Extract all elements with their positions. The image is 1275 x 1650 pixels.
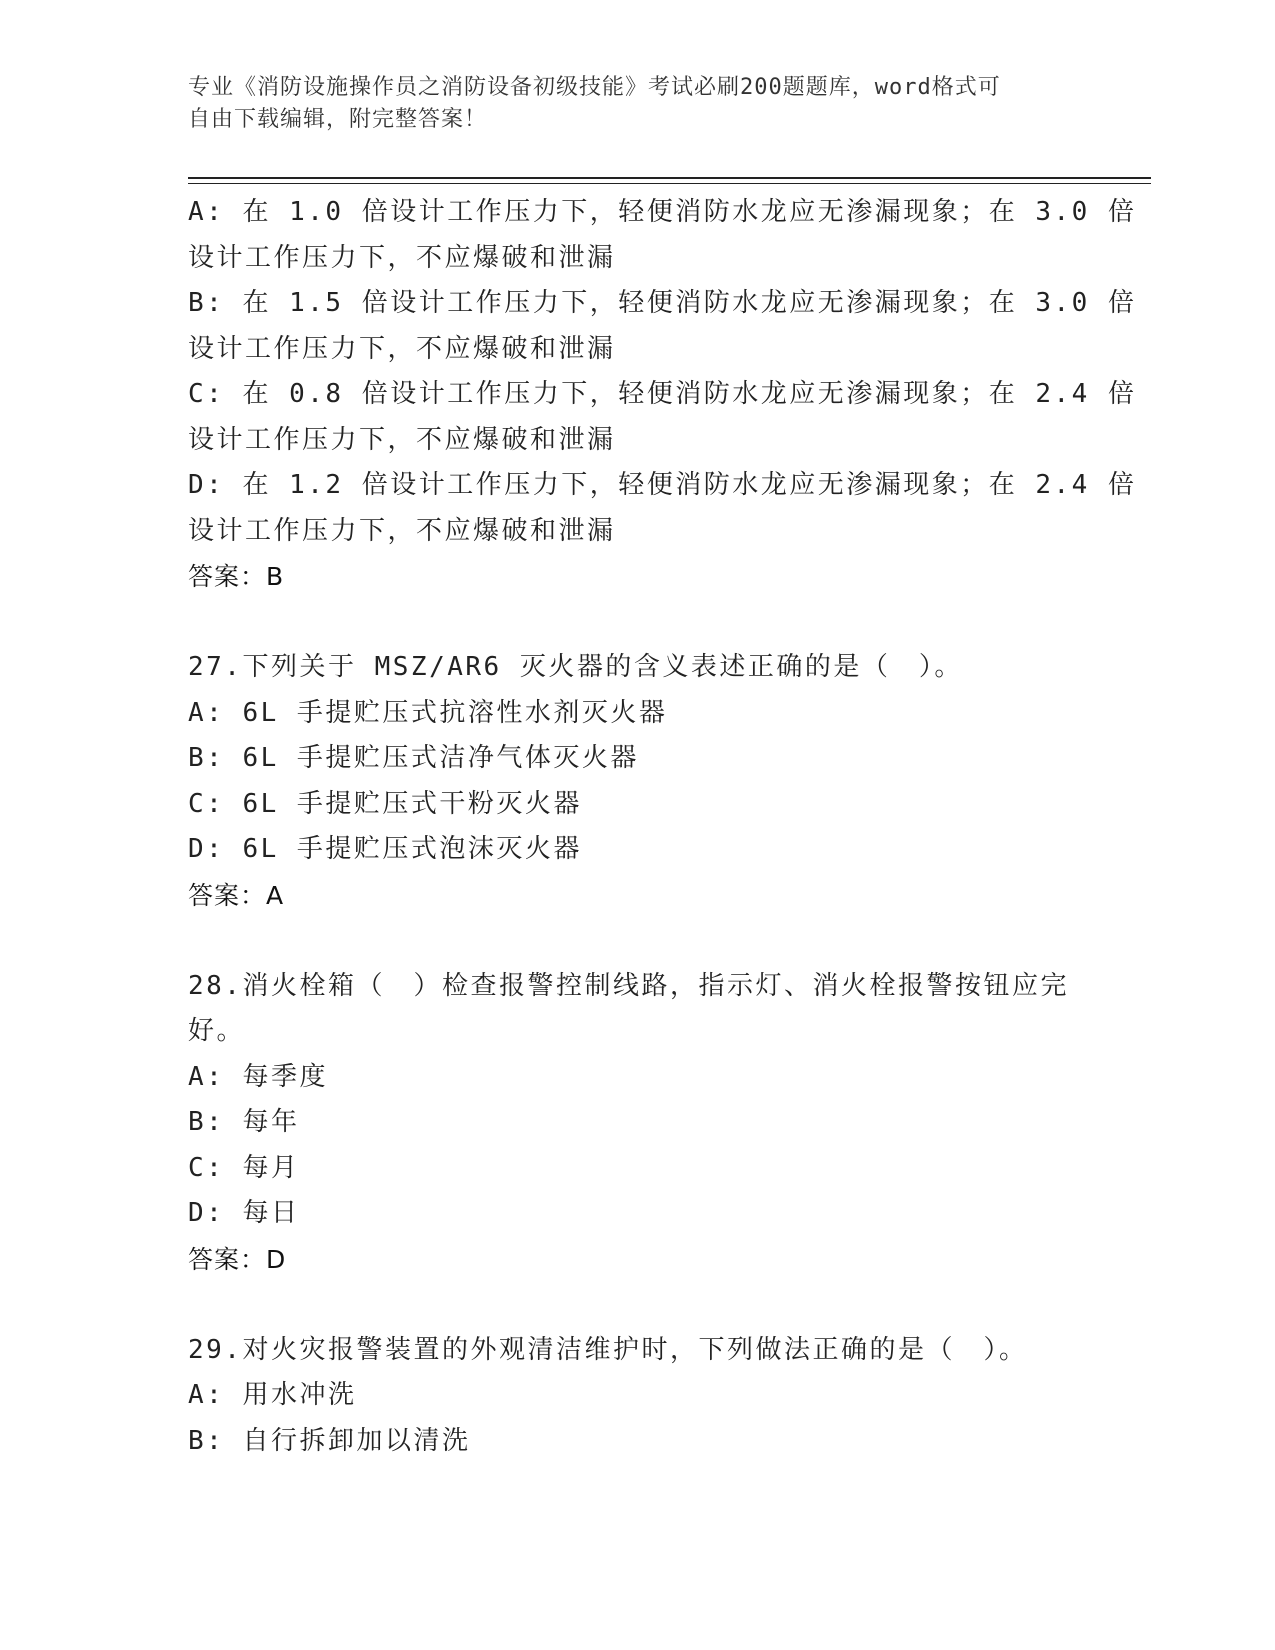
option-d: D: 6L 手提贮压式泡沫灭火器 — [188, 834, 582, 864]
answer-label: 答案：D — [188, 1244, 287, 1274]
option-b: B: 6L 手提贮压式洁净气体灭火器 — [188, 743, 639, 773]
header-divider-thick — [188, 177, 1151, 179]
option-b: B: 每年 — [188, 1107, 300, 1137]
document-header — [188, 72, 1068, 136]
answer-label: 答案：A — [188, 880, 285, 910]
option-a-line-1: A: 在 1.0 倍设计工作压力下，轻便消防水龙应无渗漏现象；在 3.0 倍 — [188, 197, 1137, 227]
option-d-line-2: 设计工作压力下，不应爆破和泄漏 — [188, 515, 616, 546]
option-a: A: 每季度 — [188, 1061, 328, 1092]
question-stem-line-1: 28.消火栓箱（ ）检查报警控制线路，指示灯、消火栓报警按钮应完 — [188, 970, 1069, 1001]
question-29 — [188, 1328, 1088, 1465]
option-a-line-2: 设计工作压力下，不应爆破和泄漏 — [188, 242, 616, 273]
question-27 — [188, 645, 1088, 918]
answer-label: 答案：B — [188, 562, 285, 591]
question-26-options — [188, 190, 1137, 600]
header-line-2: 自由下载编辑，附完整答案！ — [188, 107, 488, 132]
question-stem: 29.对火灾报警装置的外观清洁维护时，下列做法正确的是（ ）。 — [188, 1334, 1028, 1365]
header-line-1: 专业《消防设施操作员之消防设备初级技能》考试必刷200题题库，word格式可 — [188, 75, 1001, 100]
option-d-line-1: D: 在 1.2 倍设计工作压力下，轻便消防水龙应无渗漏现象；在 2.4 倍 — [188, 470, 1137, 500]
option-c-line-2: 设计工作压力下，不应爆破和泄漏 — [188, 424, 616, 455]
spacer — [188, 918, 1088, 964]
question-28 — [188, 964, 1088, 1283]
spacer — [188, 1282, 1088, 1328]
question-list — [188, 190, 1137, 1464]
option-c-line-1: C: 在 0.8 倍设计工作压力下，轻便消防水龙应无渗漏现象；在 2.4 倍 — [188, 379, 1137, 409]
option-b: B: 自行拆卸加以清洗 — [188, 1425, 471, 1456]
spacer — [188, 600, 1088, 646]
option-b-line-2: 设计工作压力下，不应爆破和泄漏 — [188, 333, 616, 364]
question-stem-line-2: 好。 — [188, 1016, 246, 1046]
option-c: C: 6L 手提贮压式干粉灭火器 — [188, 788, 582, 819]
option-c: C: 每月 — [188, 1152, 300, 1183]
option-d: D: 每日 — [188, 1198, 300, 1228]
option-a: A: 6L 手提贮压式抗溶性水剂灭火器 — [188, 697, 668, 728]
option-b-line-1: B: 在 1.5 倍设计工作压力下，轻便消防水龙应无渗漏现象；在 3.0 倍 — [188, 288, 1137, 318]
header-divider-thin — [188, 183, 1151, 184]
option-a: A: 用水冲洗 — [188, 1380, 357, 1410]
question-stem: 27.下列关于 MSZ/AR6 灭火器的含义表述正确的是（ ）。 — [188, 652, 963, 682]
